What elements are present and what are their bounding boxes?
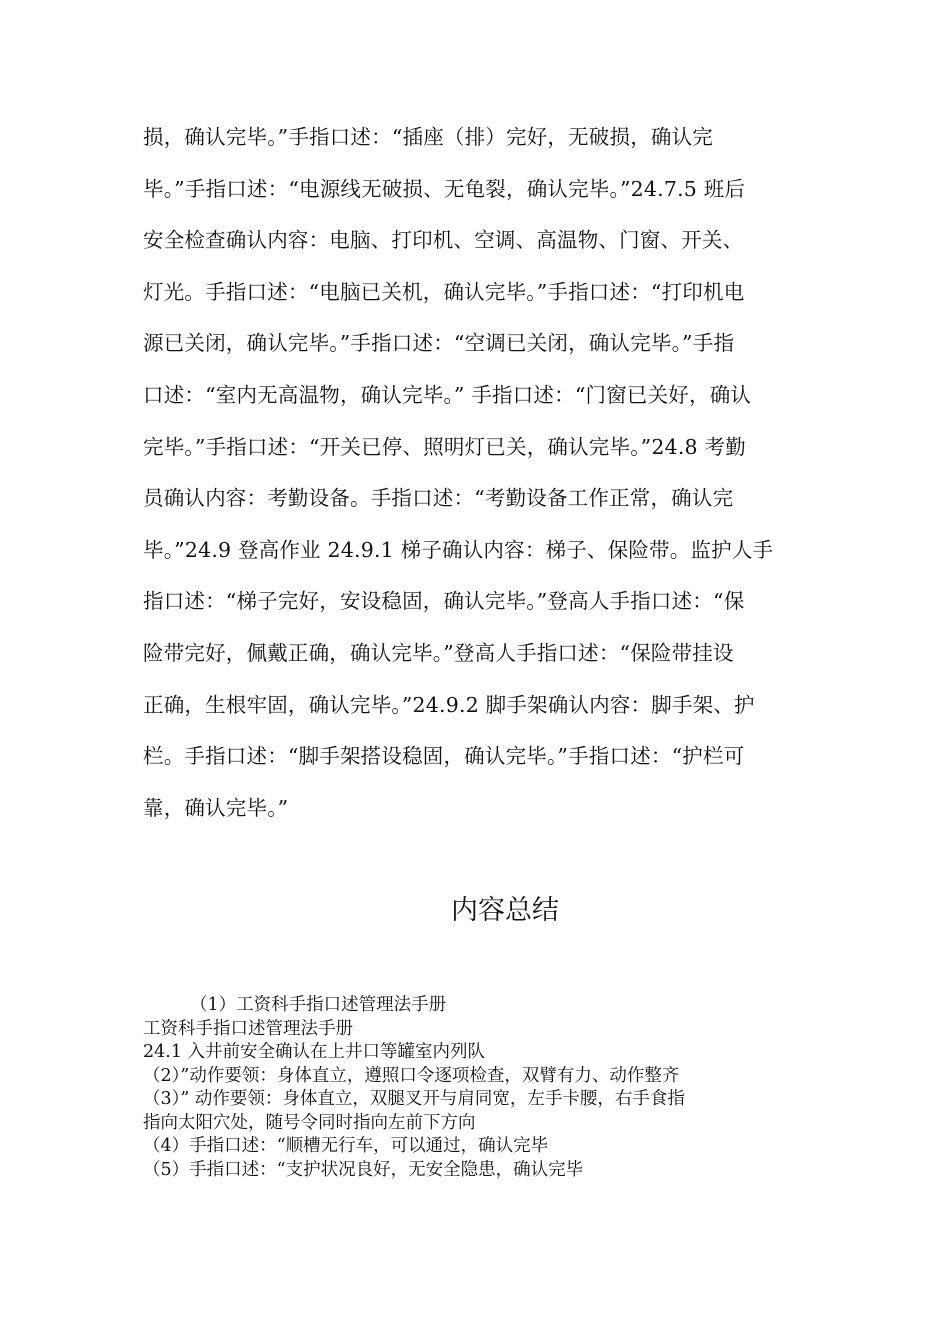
body-line: 毕。”24.9 登高作业 24.9.1 梯子确认内容：梯子、保险带。监护人手 [143, 537, 774, 562]
summary-item: 工资科手指口述管理法手册 [143, 1018, 353, 1039]
body-line: 口述：“室内无高温物，确认完毕。” 手指口述：“门窗已关好，确认 [143, 382, 752, 407]
summary-item: （1）工资科手指口述管理法手册 [190, 995, 447, 1015]
body-line: 员确认内容：考勤设备。手指口述：“考勤设备工作正常，确认完 [143, 486, 734, 511]
body-line: 安全检查确认内容：电脑、打印机、空调、高温物、门窗、开关、 [143, 228, 744, 253]
body-line: 完毕。”手指口述：“开关已停、照明灯已关，确认完毕。”24.8 考勤 [143, 434, 746, 459]
body-line: 险带完好，佩戴正确，确认完毕。”登高人手指口述：“保险带挂设 [143, 640, 734, 665]
body-line: 栏。手指口述：“脚手架搭设稳固，确认完毕。”手指口述：“护栏可 [143, 744, 745, 769]
body-line: 源已关闭，确认完毕。”手指口述：“空调已关闭，确认完毕。”手指 [143, 331, 735, 356]
summary-list [143, 994, 823, 1182]
body-line: 毕。”手指口述：“电源线无破损、无龟裂，确认完毕。”24.7.5 班后 [143, 176, 746, 201]
body-line: 正确，生根牢固，确认完毕。”24.9.2 脚手架确认内容：脚手架、护 [143, 692, 755, 717]
summary-item: （5）手指口述：“支护状况良好，无安全隐患，确认完毕 [143, 1159, 584, 1180]
summary-item: （3）” 动作要领：身体直立，双腿叉开与肩同宽，左手卡腰，右手食指 [143, 1089, 685, 1109]
summary-item: （4）手指口述：“顺槽无行车，可以通过，确认完毕 [143, 1136, 549, 1156]
body-line: 灯光。手指口述：“电脑已关机，确认完毕。”手指口述：“打印机电 [143, 279, 745, 304]
body-text [143, 116, 813, 838]
summary-item: （2）”动作要领：身体直立，遵照口令逐项检查，双臂有力、动作整齐 [143, 1065, 680, 1086]
body-line: 指口述：“梯子完好，安设稳固，确认完毕。”登高人手指口述：“保 [143, 589, 745, 614]
summary-item: 24.1 入井前安全确认在上井口等罐室内列队 [143, 1042, 486, 1062]
body-line: 靠，确认完毕。” [143, 795, 289, 820]
summary-item: 指向太阳穴处，随号令同时指向左前下方向 [143, 1112, 476, 1133]
summary-heading: 内容总结 [451, 895, 559, 926]
body-line: 损，确认完毕。”手指口述：“插座（排）完好，无破损，确认完 [143, 125, 714, 149]
